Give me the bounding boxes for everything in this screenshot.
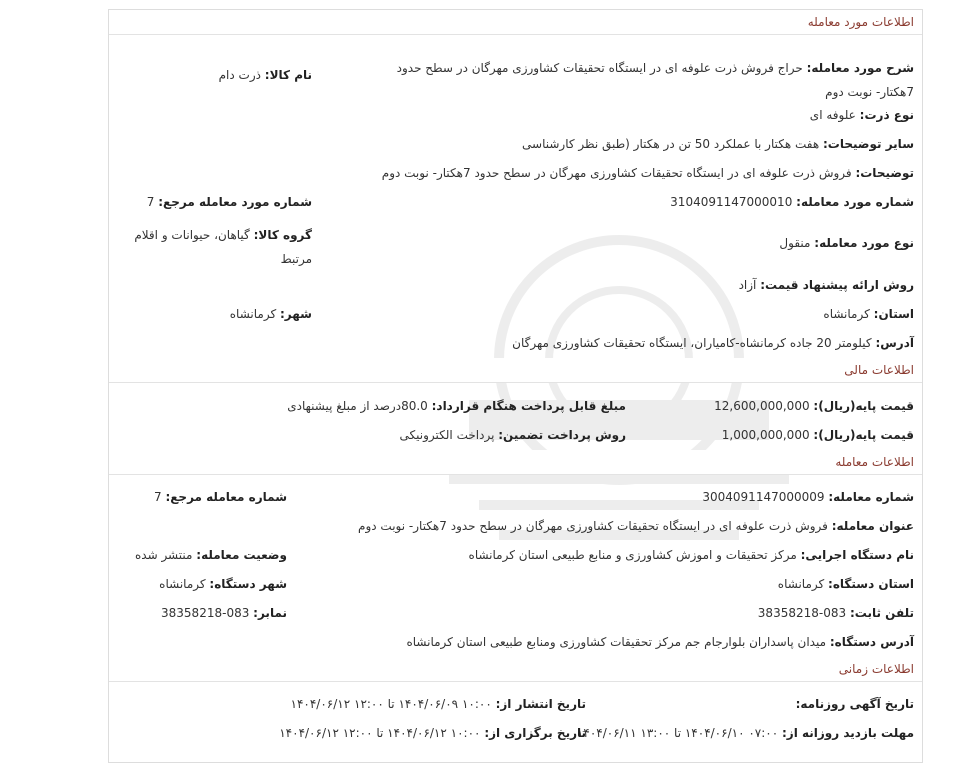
deal-type-value: منقول [779,236,811,250]
transaction-ref-number [154,490,287,504]
org-city-label: شهر دستگاه: [209,577,287,591]
transaction-title-label: عنوان معامله: [831,519,914,533]
org-city-value: کرمانشاه [159,577,206,591]
section-financial: اطلاعات مالی [109,358,922,383]
auction-detail-panel [108,9,923,763]
visit-deadline-label: مهلت بازدید روزانه از: [782,726,914,740]
payable-value: 80.0درصد از مبلغ پیشنهادی [287,399,428,413]
org-province-value: کرمانشاه [777,577,825,591]
guarantee-value: 1,000,000,000 [721,428,810,442]
executing-org-label: نام دستگاه اجرایی: [800,548,914,562]
parsnamad-watermark [409,210,829,570]
base-price [714,399,914,413]
deal-ref-number [147,195,312,209]
org-city [159,577,287,591]
fax-label: نمابر: [253,606,287,620]
deal-ref-label: شماره مورد معامله مرجع: [158,195,312,209]
publish-date-label: تاریخ انتشار از: [495,697,586,711]
section-transaction: اطلاعات معامله [109,450,922,475]
price-method [739,278,914,292]
executing-org-value: مرکز تحقیقات و اموزش کشاورزی و منابع طبیعی استان کرمانشاه [468,548,797,562]
executing-org [469,548,914,562]
transaction-ref-label: شماره معامله مرجع: [165,490,287,504]
publish-date-value: ۱۰:۰۰ ۱۴۰۴/۰۶/۰۹ تا ۱۲:۰۰ ۱۴۰۴/۰۶/۱۲ [290,697,492,711]
visit-deadline [577,726,914,740]
deal-type [779,236,914,250]
held-date-label: تاریخ برگزاری از: [484,726,586,740]
transaction-status-label: وضعیت معامله: [196,548,287,562]
base-price-value: 12,600,000,000 [714,399,810,413]
price-method-value: آزاد [738,278,757,292]
goods-group-label: گروه کالا: [253,228,312,242]
org-province [778,577,914,591]
guarantee-label: قیمت پایه(ریال): [813,428,914,442]
goods-name-label: نام کالا: [264,68,312,82]
transaction-number-label: شماره معامله: [828,490,914,504]
guarantee-method-value: پرداخت الکترونیکی [399,428,495,442]
deal-description-label: شرح مورد معامله: [806,61,914,75]
payable-label: مبلغ قابل پرداخت هنگام قرارداد: [431,399,626,413]
transaction-title [358,519,914,533]
corn-type [810,108,914,122]
transaction-title-value: فروش ذرت علوفه ای در ایستگاه تحقیقات کشاورزی مهرگان در سطح حدود 7هکتار- نوبت دوم [358,519,828,533]
org-address-label: آدرس دستگاه: [829,635,914,649]
transaction-ref-value: 7 [153,490,162,504]
deal-number-value: 3104091147000010 [670,195,793,209]
newspaper-date [796,697,914,711]
deal-description-value: حراج فروش ذرت علوفه ای در ایستگاه تحقیقات کشاورزی مهرگان در سطح حدود 7هکتار- نوبت دوم [396,61,914,99]
phone-label: تلفن ثابت: [849,606,914,620]
phone [758,606,914,620]
notes-label: توضیحات: [855,166,914,180]
held-date-value: ۱۰:۰۰ ۱۴۰۴/۰۶/۱۲ تا ۱۲:۰۰ ۱۴۰۴/۰۶/۱۲ [279,726,481,740]
fax-value: 083-38358218 [161,606,250,620]
goods-group [117,223,312,271]
guarantee-price [722,428,914,442]
transaction-status-value: منتشر شده [134,548,193,562]
city-label: شهر: [280,307,312,321]
city-value: کرمانشاه [229,307,277,321]
transaction-number [702,490,914,504]
newspaper-date-label: تاریخ آگهی روزنامه: [795,697,914,711]
transaction-number-value: 3004091147000009 [702,490,825,504]
fax [161,606,287,620]
province-label: استان: [873,307,914,321]
other-notes-label: سایر توضیحات: [823,137,914,151]
base-price-label: قیمت پایه(ریال): [813,399,914,413]
price-method-label: روش ارائه پیشنهاد قیمت: [760,278,914,292]
deal-type-label: نوع مورد معامله: [814,236,914,250]
guarantee-method-label: روش پرداخت تضمین: [498,428,626,442]
other-notes-value: هفت هکتار با عملکرد 50 تن در هکتار (طبق نظر کارشناسی [522,137,820,151]
notes-value: فروش ذرت علوفه ای در ایستگاه تحقیقات کشاورزی مهرگان در سطح حدود 7هکتار- نوبت دوم [381,166,852,180]
province-value: کرمانشاه [823,307,870,321]
org-province-label: استان دستگاه: [828,577,914,591]
deal-ref-value: 7 [146,195,155,209]
visit-deadline-value: ۰۷:۰۰ ۱۴۰۴/۰۶/۱۰ تا ۱۳:۰۰ ۱۴۰۴/۰۶/۱۱ [576,726,779,740]
goods-name [219,68,312,82]
held-date [279,726,586,740]
transaction-status [135,548,287,562]
payable-amount [287,399,626,413]
publish-date [291,697,586,711]
address [512,336,914,350]
address-value: کیلومتر 20 جاده کرمانشاه-کامیاران، ایستگاه تحقیقات کشاورزی مهرگان [512,336,872,350]
deal-number-label: شماره مورد معامله: [796,195,914,209]
goods-group-value: گیاهان، حیوانات و اقلام مرتبط [134,228,312,266]
corn-type-value: علوفه ای [809,108,856,122]
other-notes [522,137,914,151]
corn-type-label: نوع ذرت: [859,108,914,122]
notes [382,166,914,180]
org-address [406,635,914,649]
guarantee-method [400,428,626,442]
province [823,307,914,321]
address-label: آدرس: [875,336,914,350]
phone-value: 083-38358218 [757,606,847,620]
section-timing: اطلاعات زمانی [109,657,922,682]
section-deal-info: اطلاعات مورد معامله [109,10,922,35]
goods-name-value: ذرت دام [218,68,261,82]
city [230,307,312,321]
org-address-value: میدان پاسداران بلوارجام جم مرکز تحقیقات کشاورزی ومنابع طبیعی استان کرمانشاه [406,635,827,649]
deal-description [394,56,914,104]
deal-number [670,195,914,209]
